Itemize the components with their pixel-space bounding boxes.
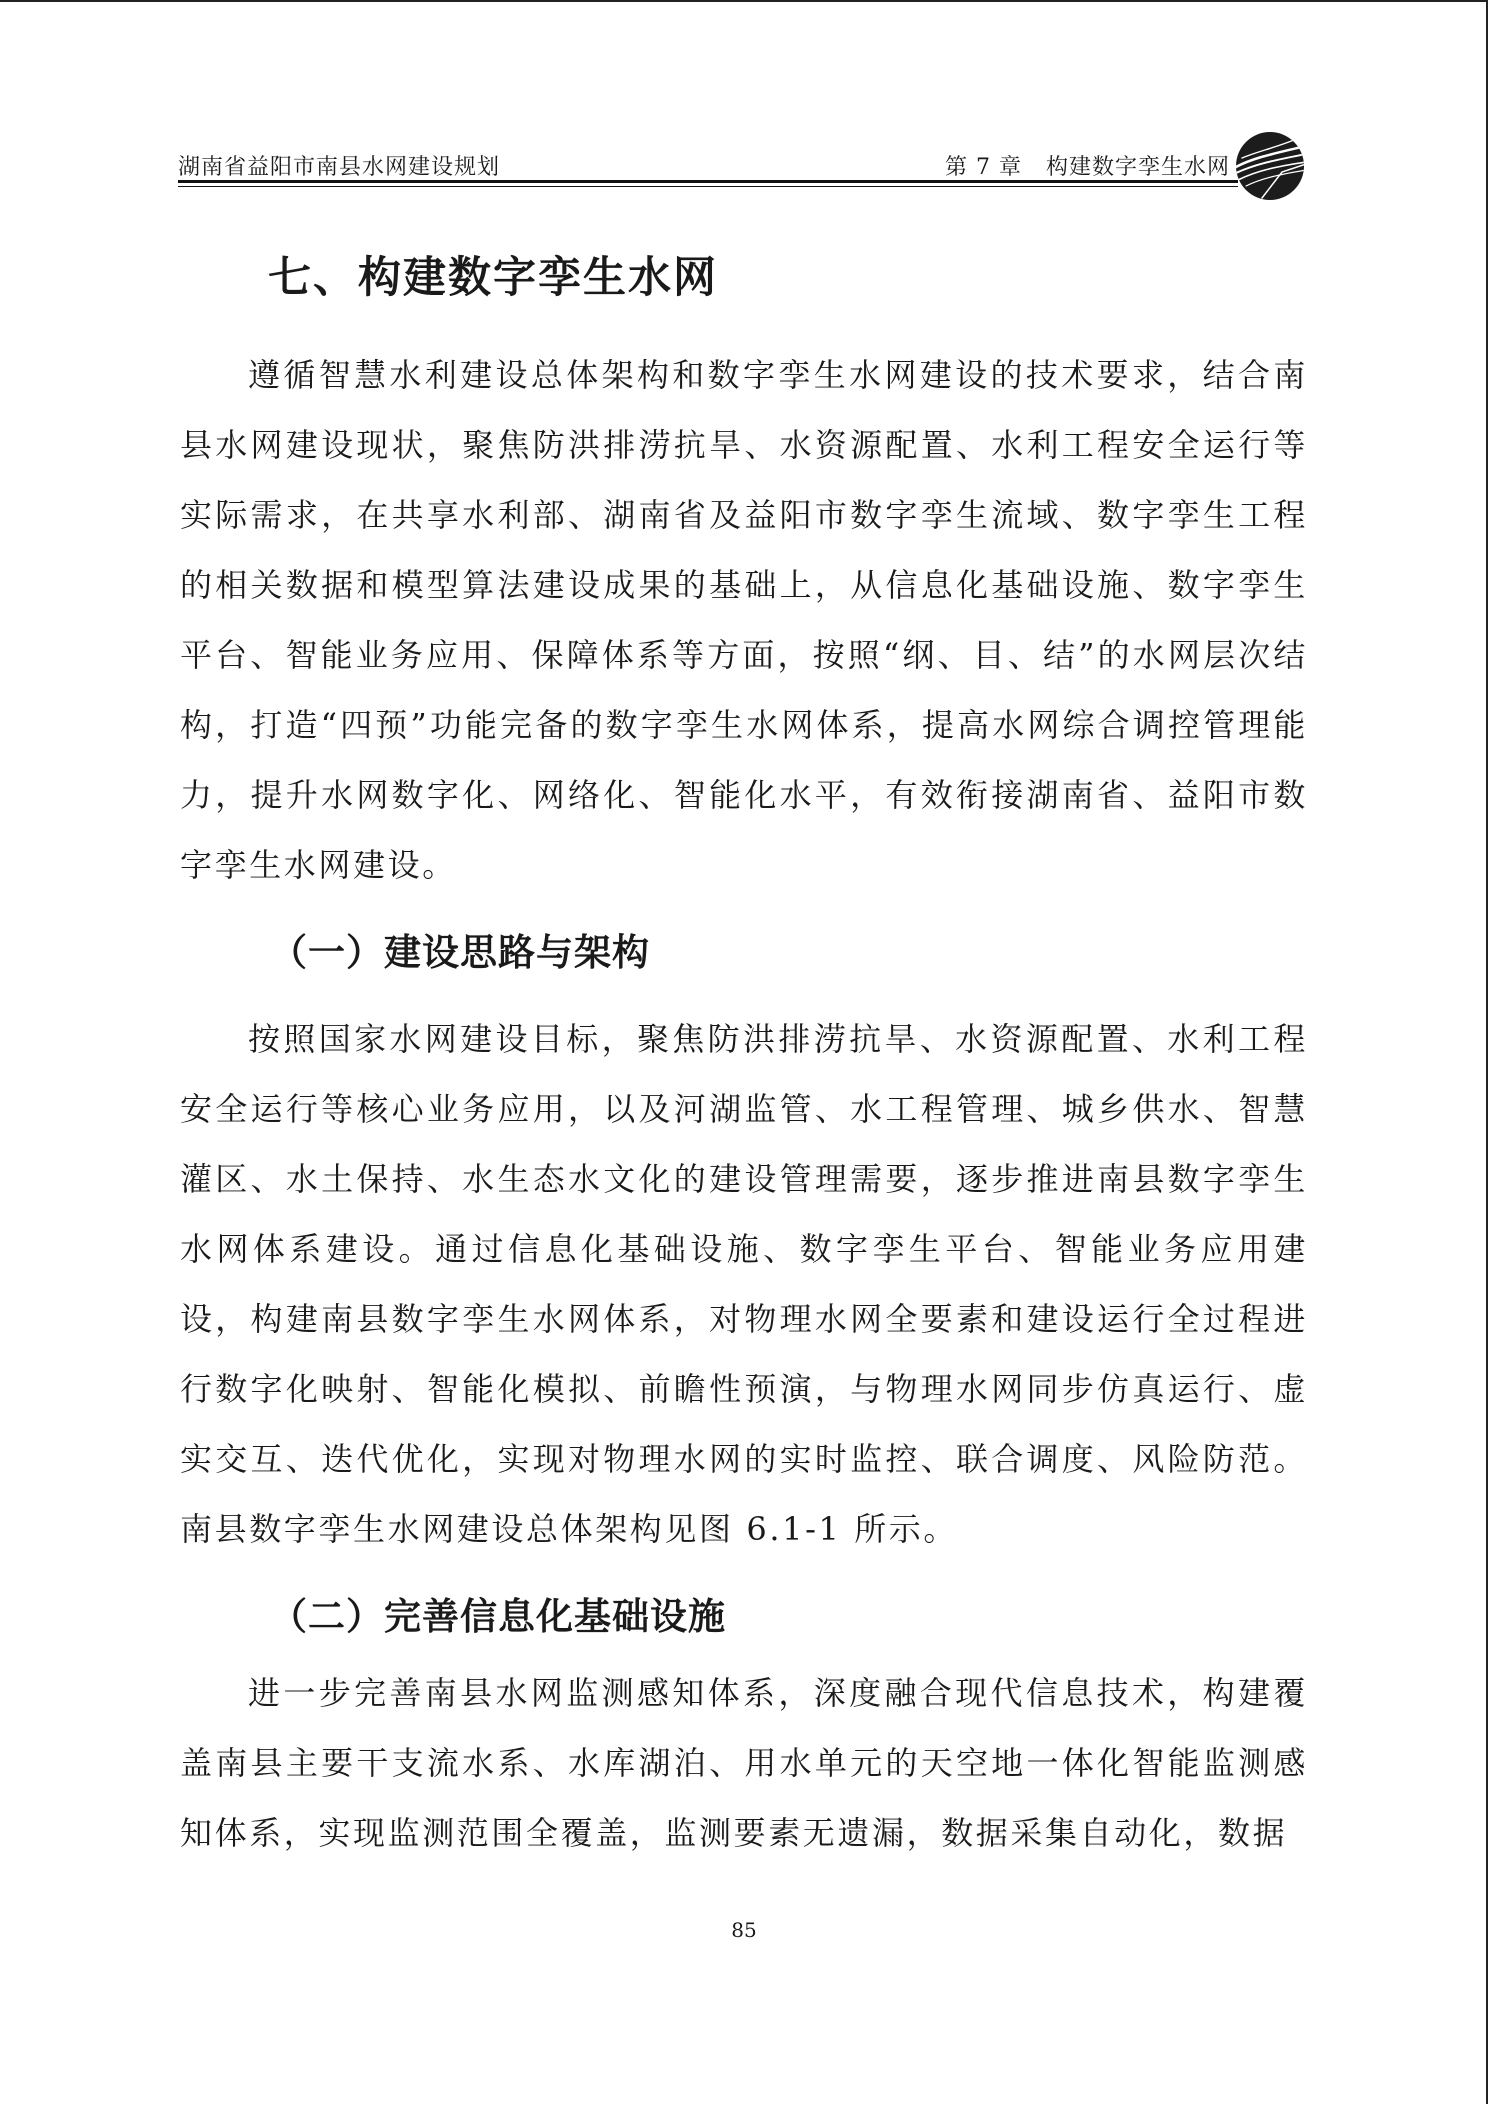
- header-rule-thin: [178, 186, 1238, 187]
- body-paragraph-approach: 按照国家水网建设目标，聚焦防洪排涝抗旱、水资源配置、水利工程安全运行等核心业务应用，以及河湖监管、水工程管理、城乡供水、智慧灌区、水土保持、水生态水文化的建设管理需要，逐步推进南县数字孪生水网体系建设。通过信息化基础设施、数字孪生平台、智能业务应用建设，构建南县数字孪生水网体系，对物理水网全要素和建设运行全过程进行数字化映射、智能化模拟、前瞻性预演，与物理水网同步仿真运行、虚实交互、迭代优化，实现对物理水网的实时监控、联合调度、风险防范。南县数字孪生水网建设总体架构见图 6.1-1 所示。: [180, 1020, 1308, 1548]
- page-number: 85: [731, 1918, 757, 1942]
- section-heading-approach: （一）建设思路与架构: [270, 931, 650, 974]
- header-rule-thick: [178, 180, 1238, 183]
- body-paragraph-infrastructure: 进一步完善南县水网监测感知体系，深度融合现代信息技术，构建覆盖南县主要干支流水系、水库湖泊、用水单元的天空地一体化智能监测感知体系，实现监测范围全覆盖，监测要素无遗漏，数据采集自动化，数据: [180, 1674, 1308, 1852]
- chapter-title: 七、构建数字孪生水网: [268, 253, 718, 303]
- running-header: [178, 136, 1308, 182]
- body-paragraph-intro: 遵循智慧水利建设总体架构和数字孪生水网建设的技术要求，结合南县水网建设现状，聚焦防洪排涝抗旱、水资源配置、水利工程安全运行等实际需求，在共享水利部、湖南省及益阳市数字孪生流域、数字孪生工程的相关数据和模型算法建设成果的基础上，从信息化基础设施、数字孪生平台、智能业务应用、保障体系等方面，按照“纲、目、结”的水网层次结构，打造“四预”功能完备的数字孪生水网体系，提高水网综合调控管理能力，提升水网数字化、网络化、智能化水平，有效衔接湖南省、益阳市数字孪生水网建设。: [180, 356, 1308, 884]
- section-heading-infrastructure: （二）完善信息化基础设施: [270, 1595, 726, 1638]
- water-network-logo-icon: [1232, 128, 1308, 204]
- header-document-title: 湖南省益阳市南县水网建设规划: [178, 155, 501, 180]
- header-chapter-title: 第 7 章 构建数字孪生水网: [945, 155, 1230, 180]
